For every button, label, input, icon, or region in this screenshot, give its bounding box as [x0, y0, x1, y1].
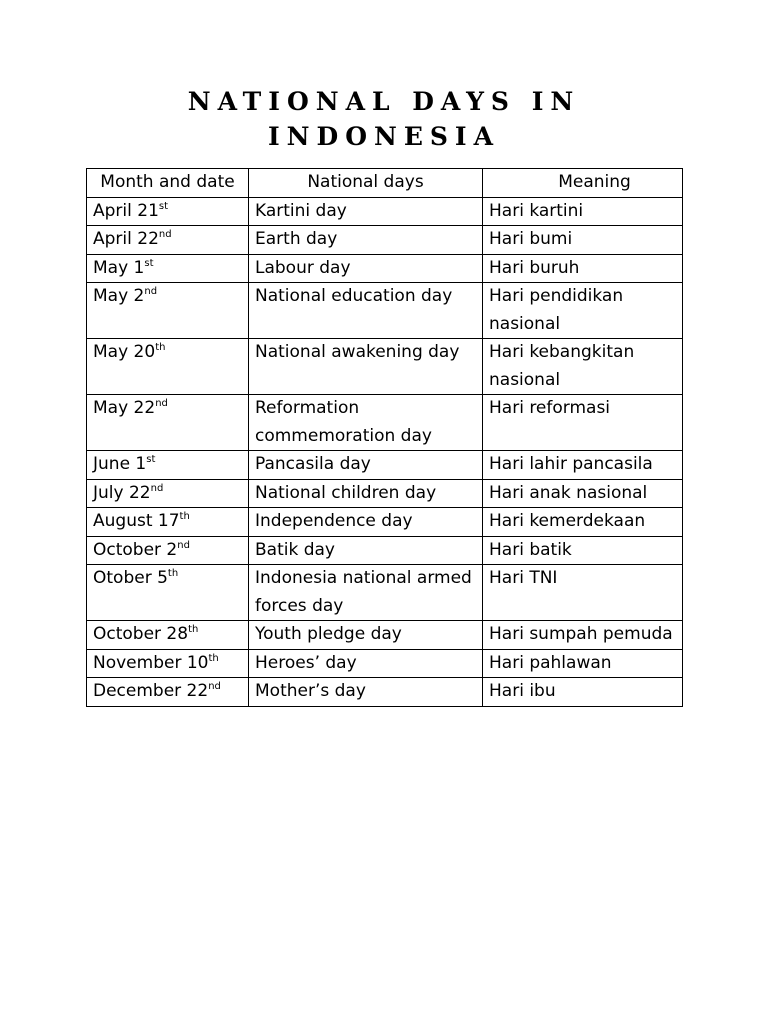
table-body — [87, 197, 683, 706]
cell-meaning: Hari ibu — [483, 678, 683, 707]
cell-meaning: Hari kartini — [483, 197, 683, 226]
date-text: April 21 — [93, 200, 159, 221]
header-national-days: National days — [249, 169, 483, 198]
cell-month-and-date — [87, 678, 249, 707]
cell-national-day: Labour day — [249, 254, 483, 283]
cell-month-and-date — [87, 565, 249, 621]
cell-national-day: Reformation commemoration day — [249, 395, 483, 451]
cell-meaning: Hari anak nasional — [483, 479, 683, 508]
cell-national-day: Indonesia national armed forces day — [249, 565, 483, 621]
cell-meaning: Hari reformasi — [483, 395, 683, 451]
cell-month-and-date — [87, 479, 249, 508]
cell-month-and-date — [87, 451, 249, 480]
cell-month-and-date — [87, 226, 249, 255]
date-ordinal-suffix: nd — [144, 286, 158, 297]
date-ordinal-suffix: th — [155, 342, 166, 353]
cell-month-and-date — [87, 621, 249, 650]
cell-meaning: Hari lahir pancasila — [483, 451, 683, 480]
national-days-table — [86, 168, 683, 707]
cell-national-day: Independence day — [249, 508, 483, 537]
table-row — [87, 197, 683, 226]
page-title-line-1: NATIONAL DAYS IN — [187, 87, 581, 116]
date-ordinal-suffix: nd — [155, 398, 168, 409]
table-row — [87, 536, 683, 565]
cell-meaning: Hari pendidikan nasional — [483, 283, 683, 339]
date-ordinal-suffix: nd — [150, 482, 164, 494]
date-ordinal-suffix: st — [144, 257, 154, 269]
cell-meaning: Hari kebangkitan nasional — [483, 339, 683, 395]
date-ordinal-suffix: th — [167, 568, 179, 579]
cell-national-day: Mother’s day — [249, 678, 483, 707]
table-row — [87, 621, 683, 650]
cell-meaning: Hari TNI — [483, 565, 683, 621]
table-row — [87, 508, 683, 537]
cell-month-and-date — [87, 649, 249, 678]
date-text: October 28 — [93, 624, 189, 644]
date-text: October 2 — [93, 539, 178, 560]
header-meaning: Meaning — [483, 169, 683, 198]
table-row — [87, 451, 683, 480]
table-row — [87, 339, 683, 395]
date-text: May 22 — [93, 398, 156, 418]
date-ordinal-suffix: th — [188, 624, 199, 635]
table-row — [87, 254, 683, 283]
cell-national-day: National awakening day — [249, 339, 483, 395]
date-text: June 1 — [93, 454, 147, 474]
date-text: April 22 — [93, 229, 159, 249]
page-title-line-2: INDONESIA — [267, 122, 501, 151]
table-row — [87, 565, 683, 621]
date-text: July 22 — [93, 482, 151, 503]
cell-month-and-date — [87, 283, 249, 339]
cell-month-and-date — [87, 508, 249, 537]
header-month-and-date: Month and date — [87, 169, 249, 198]
date-ordinal-suffix: th — [179, 511, 190, 522]
cell-meaning: Hari pahlawan — [483, 649, 683, 678]
cell-national-day: Pancasila day — [249, 451, 483, 480]
date-text: December 22 — [93, 681, 209, 701]
page-title — [0, 84, 768, 154]
cell-national-day: Batik day — [249, 536, 483, 565]
date-ordinal-suffix: nd — [158, 229, 172, 240]
table-row — [87, 283, 683, 339]
cell-meaning: Hari bumi — [483, 226, 683, 255]
cell-month-and-date — [87, 395, 249, 451]
table-header-row — [87, 169, 683, 198]
date-text: May 1 — [93, 257, 145, 278]
date-text: August 17 — [93, 511, 180, 531]
cell-month-and-date — [87, 254, 249, 283]
date-ordinal-suffix: th — [208, 652, 219, 664]
date-ordinal-suffix: st — [146, 454, 156, 465]
date-ordinal-suffix: nd — [177, 539, 190, 551]
table-row — [87, 395, 683, 451]
table-row — [87, 649, 683, 678]
cell-national-day: National children day — [249, 479, 483, 508]
cell-national-day: Youth pledge day — [249, 621, 483, 650]
cell-month-and-date — [87, 536, 249, 565]
date-text: May 20 — [93, 342, 156, 362]
date-text: November 10 — [93, 652, 209, 673]
cell-national-day: Kartini day — [249, 197, 483, 226]
date-ordinal-suffix: st — [158, 200, 169, 212]
cell-national-day: Heroes’ day — [249, 649, 483, 678]
table-row — [87, 678, 683, 707]
cell-meaning: Hari kemerdekaan — [483, 508, 683, 537]
cell-month-and-date — [87, 197, 249, 226]
date-text: May 2 — [93, 286, 145, 306]
date-text: Otober 5 — [93, 568, 168, 588]
table-row — [87, 226, 683, 255]
cell-meaning: Hari batik — [483, 536, 683, 565]
table-row — [87, 479, 683, 508]
cell-month-and-date — [87, 339, 249, 395]
cell-national-day: Earth day — [249, 226, 483, 255]
cell-meaning: Hari buruh — [483, 254, 683, 283]
cell-national-day: National education day — [249, 283, 483, 339]
cell-meaning: Hari sumpah pemuda — [483, 621, 683, 650]
date-ordinal-suffix: nd — [208, 681, 221, 692]
